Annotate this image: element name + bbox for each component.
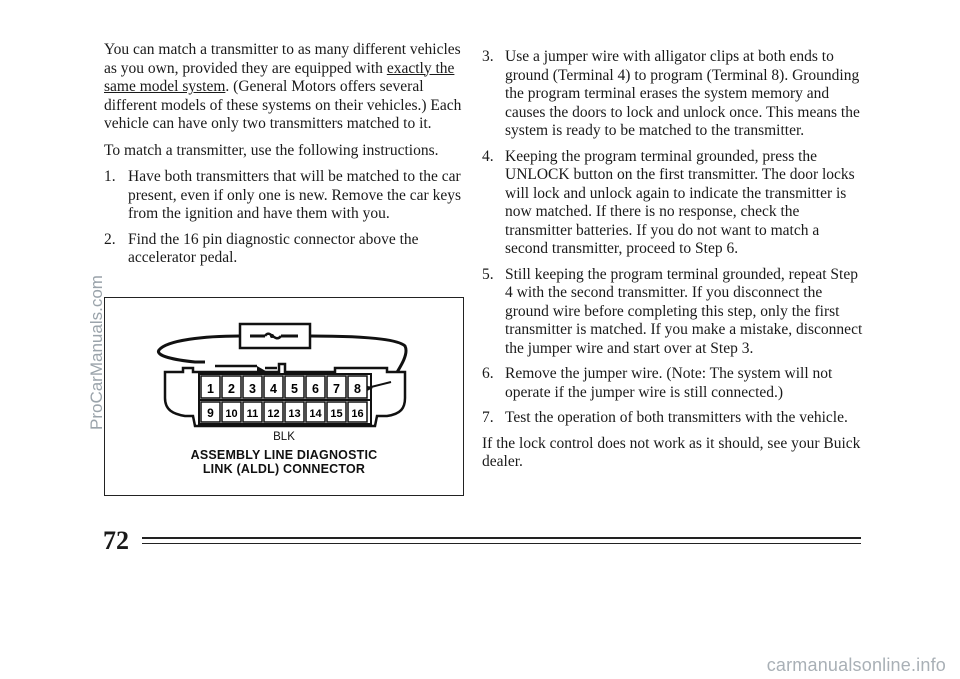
pin (222, 402, 241, 422)
svg-text:15: 15 (330, 408, 343, 420)
right-column (482, 48, 864, 480)
svg-text:8: 8 (354, 382, 361, 396)
step-text: Use a jumper wire with alligator clips at both ends to ground (Terminal 4) to program (Terminal 8). Grounding the program terminal erases the system memory and causes the doors to lock and unlock once. This means the system is ready to be matched to the transmitter. (505, 48, 860, 139)
intro-text-2: . (General Motors offers several different models of these systems on their vehicles.) Each vehicle can have only two transmitters matched to it. (104, 78, 462, 132)
svg-text:10: 10 (225, 408, 238, 420)
pin (348, 376, 367, 398)
pin (327, 376, 346, 398)
step-text: Keeping the program terminal grounded, press the UNLOCK button on the first transmitter. The door locks will lock and unlock again to indicate the transmitter is now matched. If there is no response, check the transmitter batteries. If you do not want to match a second transmitter, proceed to Step 6. (505, 147, 855, 257)
closing-paragraph: If the lock control does not work as it should, see your Buick dealer. (482, 434, 861, 470)
step-5 (482, 266, 864, 359)
step-text: Find the 16 pin diagnostic connector above the accelerator pedal. (128, 230, 419, 266)
instruction-lead: To match a transmitter, use the following instructions. (104, 141, 439, 159)
step-text: Test the operation of both transmitters with the vehicle. (505, 409, 848, 426)
diagram-caption-line-2: LINK (ALDL) CONNECTOR (202, 462, 366, 476)
step-6 (482, 365, 864, 402)
pin (201, 402, 220, 422)
step-number: 6. (482, 365, 494, 382)
step-3 (482, 48, 864, 141)
pin (243, 402, 262, 422)
connector-diagram (104, 297, 464, 496)
step-text: Have both transmitters that will be matched to the car present, even if only one is new. Remove the car keys from the ignition and have them with you. (128, 168, 462, 222)
step-text: Still keeping the program terminal grounded, repeat Step 4 with the second transmitter. If you disconnect the ground wire before completing this step, only the first transmitter is matched. If you make a mistake, disconnect the jumper wire and start over at Step 3. (505, 265, 863, 357)
pin (306, 376, 325, 398)
step-number: 7. (482, 409, 494, 426)
diagram-caption-line-1: ASSEMBLY LINE DIAGNOSTIC (190, 448, 378, 462)
step-number: 1. (104, 168, 116, 185)
svg-text:3: 3 (249, 382, 256, 396)
jumper-wire (158, 336, 240, 362)
svg-text:11: 11 (246, 408, 259, 420)
step-number: 4. (482, 147, 494, 165)
pin (243, 376, 262, 398)
footer-rule-thin (142, 543, 861, 544)
connector-color-label: BLK (273, 431, 295, 443)
pin (285, 376, 304, 398)
intro-underlined: exactly the same model system (104, 59, 455, 95)
pin (222, 376, 241, 398)
pin (201, 376, 220, 398)
pin (285, 402, 304, 422)
step-number: 2. (104, 230, 116, 248)
step-number: 5. (482, 265, 494, 283)
pin (306, 402, 325, 422)
step-text: Remove the jumper wire. (Note: The system will not operate if the jumper wire is still connected.) (505, 365, 833, 401)
svg-text:13: 13 (288, 408, 301, 420)
step-4 (482, 148, 864, 259)
svg-text:12: 12 (267, 408, 280, 420)
step-2 (104, 231, 464, 268)
footer-rule (142, 537, 861, 539)
footer-watermark: carmanualsonline.info (766, 655, 946, 675)
pin (327, 402, 346, 422)
svg-text:1: 1 (207, 382, 214, 396)
svg-text:7: 7 (333, 382, 340, 396)
svg-text:4: 4 (270, 382, 277, 396)
pin (348, 402, 367, 422)
pin (264, 376, 283, 398)
pin (264, 402, 283, 422)
step-number: 3. (482, 48, 494, 65)
side-watermark: ProCarManuals.com (87, 275, 106, 430)
intro-paragraph (104, 41, 464, 134)
step-1 (104, 168, 464, 224)
svg-text:5: 5 (291, 382, 298, 396)
intro-text-1: You can match a transmitter to as many different vehicles as you own, provided they are equipped with (104, 41, 461, 77)
svg-text:6: 6 (312, 382, 319, 396)
step-7 (482, 409, 864, 428)
left-column (104, 41, 464, 275)
svg-text:2: 2 (228, 382, 235, 396)
page-number: 72 (103, 526, 129, 555)
svg-text:9: 9 (207, 406, 214, 420)
svg-text:16: 16 (351, 408, 364, 420)
svg-text:14: 14 (309, 408, 322, 420)
